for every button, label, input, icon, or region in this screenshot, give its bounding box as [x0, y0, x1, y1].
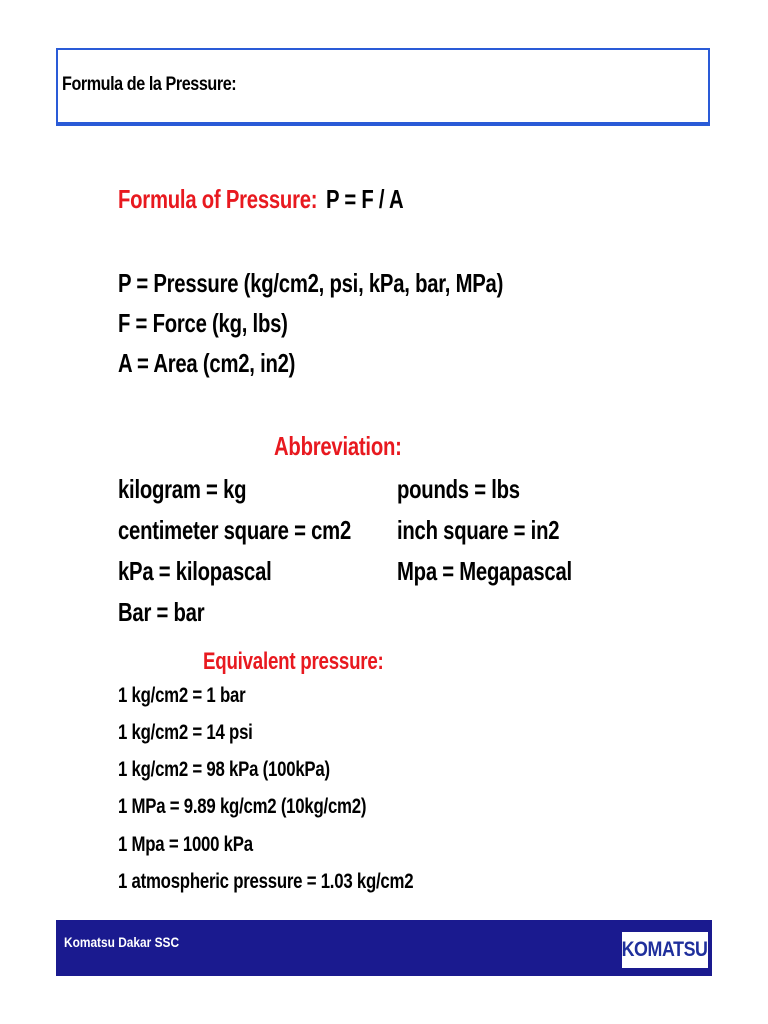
abbreviation-title: Abbreviation:	[274, 431, 402, 461]
abbreviation-kilogram: kilogram = kg	[118, 474, 247, 504]
definition-area: A = Area (cm2, in2)	[118, 348, 296, 378]
komatsu-logo	[622, 932, 708, 968]
equivalent-title: Equivalent pressure:	[203, 648, 384, 675]
definition-pressure: P = Pressure (kg/cm2, psi, kPa, bar, MPa)	[118, 268, 504, 298]
equivalent-item: 1 kg/cm2 = 1 bar	[118, 684, 246, 707]
equivalent-item: 1 kg/cm2 = 14 psi	[118, 721, 253, 744]
komatsu-logo-text: KOMATSU	[622, 938, 708, 961]
formula-expression: P = F / A	[326, 184, 404, 214]
page-title: Formula de la Pressure:	[62, 74, 237, 95]
equivalent-item: 1 MPa = 9.89 kg/cm2 (10kg/cm2)	[118, 795, 367, 818]
abbreviation-centimeter-square: centimeter square = cm2	[118, 515, 352, 545]
equivalent-item: 1 Mpa = 1000 kPa	[118, 833, 253, 856]
abbreviation-kpa: kPa = kilopascal	[118, 556, 272, 586]
equivalent-item: 1 kg/cm2 = 98 kPa (100kPa)	[118, 758, 330, 781]
abbreviation-mpa: Mpa = Megapascal	[397, 556, 572, 586]
equivalent-item: 1 atmospheric pressure = 1.03 kg/cm2	[118, 870, 414, 893]
abbreviation-bar: Bar = bar	[118, 597, 205, 627]
abbreviation-pounds: pounds = lbs	[397, 474, 520, 504]
abbreviation-inch-square: inch square = in2	[397, 515, 560, 545]
formula-label: Formula of Pressure:	[118, 184, 318, 214]
footer-text: Komatsu Dakar SSC	[64, 934, 180, 950]
definition-force: F = Force (kg, lbs)	[118, 308, 288, 338]
